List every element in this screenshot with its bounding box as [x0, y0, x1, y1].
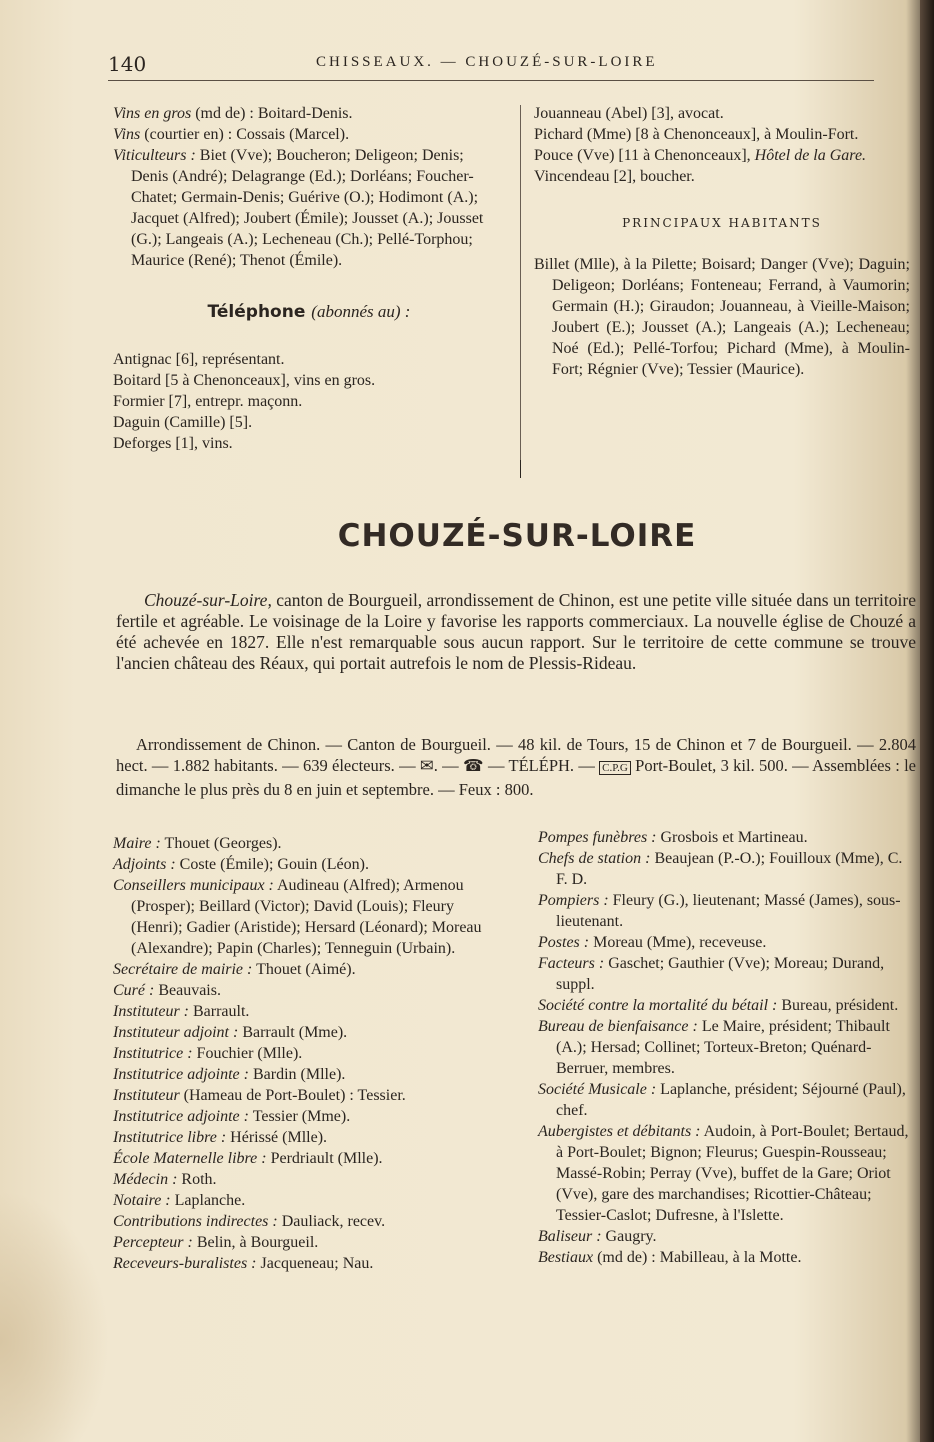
entry-text: (Hameau de Port-Boulet) : Tessier. [179, 1087, 406, 1104]
entry-label: Maire : [113, 835, 161, 852]
entry-label: Baliseur : [538, 1228, 602, 1245]
entry-label: Institutrice libre : [113, 1129, 227, 1146]
phone-entry: Antignac [6], représentant. [113, 351, 285, 368]
right-column-bottom [538, 827, 910, 1268]
entry-text: Thouet (Georges). [160, 835, 282, 852]
entry-label: Société Musicale : [538, 1081, 657, 1098]
entry-text: Bureau, président. [777, 997, 899, 1014]
entry-label: Bureau de bienfaisance : [538, 1018, 698, 1035]
entry-label: Adjoints : [113, 856, 176, 873]
town-name: Chouzé-sur-Loire, [144, 590, 272, 610]
entry-label: Facteurs : [538, 955, 605, 972]
entry-label: Institutrice adjointe : [113, 1108, 249, 1125]
directory-entry [538, 932, 910, 953]
entry-text: (md de) : Mabilleau, à la Motte. [593, 1249, 802, 1266]
entry-text: Laplanche, président; Séjourné (Paul), chef. [556, 1081, 906, 1119]
entry-label: Institutrice adjointe : [113, 1066, 249, 1083]
phone-entry: Pichard (Mme) [8 à Chenonceaux], à Moulin-Fort. [534, 126, 859, 143]
entry-label: Médecin : [113, 1171, 178, 1188]
column-divider-end [520, 460, 521, 478]
entry: Viticulteurs : Biet (Vve); Boucheron; Deligeon; Denis; Denis (André); Delagrange (Ed.); Dorléans; Foucher-Chatet; Germain-Denis; Guérive (O.); Hodimont (A.); Jacquet (Alfred); Joubert (Émile); Jousset (A.); Jousset (G.); Langeais (A.); Lecheneau (Ch.); Pellé-Torphou; Maurice (René); Thenot (Émile). [113, 147, 484, 269]
directory-entry [538, 1079, 910, 1121]
directory-entry [113, 1148, 505, 1169]
entry-text: Beaujean (P.-O.); Fouilloux (Mme), C. F. D. [556, 850, 903, 888]
directory-entry [538, 890, 910, 932]
directory-entry [538, 1247, 910, 1268]
book-spine-shadow [920, 0, 934, 1442]
directory-entry [113, 980, 505, 1001]
entry-text: Moreau (Mme), receveuse. [589, 934, 767, 951]
entry-label: Pompiers : [538, 892, 609, 909]
directory-entry [113, 1022, 505, 1043]
entry-label: Instituteur adjoint : [113, 1024, 239, 1041]
entry-text: Belin, à Bourgueil. [192, 1234, 319, 1251]
entry-text: Laplanche. [170, 1192, 246, 1209]
entry-text: Gaschet; Gauthier (Vve); Moreau; Durand, suppl. [556, 955, 885, 993]
entry-text: Thouet (Aimé). [252, 961, 356, 978]
directory-entry [113, 959, 505, 980]
entry-text: Jacqueneau; Nau. [256, 1255, 374, 1272]
entry-label: Société contre la mortalité du bétail : [538, 997, 778, 1014]
phone-entry: Jouanneau (Abel) [3], avocat. [534, 105, 724, 122]
entry-text: Bardin (Mlle). [248, 1066, 346, 1083]
directory-entry [113, 1064, 505, 1085]
phone-entry: Daguin (Camille) [5]. [113, 414, 253, 431]
phone-entry: Boitard [5 à Chenonceaux], vins en gros. [113, 372, 376, 389]
entry-label: Secrétaire de mairie : [113, 961, 253, 978]
entry-label: Institutrice : [113, 1045, 193, 1062]
paper-stain [0, 1190, 110, 1442]
entry-label: École Maternelle libre : [113, 1150, 267, 1167]
directory-entry [538, 1016, 910, 1079]
entry-text: Barrault. [189, 1003, 250, 1020]
entry-label: Bestiaux [538, 1249, 594, 1266]
cpc-box: C.P.G [599, 761, 631, 775]
entry-text: Barrault (Mme). [238, 1024, 348, 1041]
entry-label: Notaire : [113, 1192, 171, 1209]
directory-entry [113, 854, 505, 875]
directory-entry [113, 1211, 505, 1232]
left-column-top [113, 103, 505, 454]
entry-text: Beauvais. [154, 982, 221, 999]
directory-entry [113, 1190, 505, 1211]
phone-entry: Formier [7], entrepr. maçonn. [113, 393, 303, 410]
directory-entry [113, 1169, 505, 1190]
directory-entry [538, 995, 910, 1016]
page-number: 140 [108, 52, 147, 76]
entry-label: Percepteur : [113, 1234, 193, 1251]
entry-label: Instituteur : [113, 1003, 189, 1020]
intro-paragraph: Chouzé-sur-Loire, canton de Bourgueil, arrondissement de Chinon, est une petite ville située dans un territoire fertile et agréable. Le voisinage de la Loire y favorise les rapports commerciaux. La nouvelle église de Chouzé a été achevée en 1827. Elle n'est remarquable sous aucun rapport. Sur le territoire de cette commune se trouve l'ancien château des Réaux, qui portait autrefois le nom de Plessis-Rideau. [116, 590, 916, 673]
entry-text: Dauliack, recev. [277, 1213, 386, 1230]
directory-entry [538, 953, 910, 995]
entry-text: Perdriault (Mlle). [266, 1150, 383, 1167]
entry-text: Le Maire, président; Thibault (A.); Hersad; Collinet; Torteux-Breton; Quénard-Berruer, membres. [556, 1018, 890, 1077]
right-column-top [534, 103, 910, 380]
directory-entry [538, 1121, 910, 1226]
directory-entry [113, 1106, 505, 1127]
entry-text: Gaugry. [601, 1228, 657, 1245]
entry-label: Receveurs-buralistes : [113, 1255, 257, 1272]
entry-label: Curé : [113, 982, 155, 999]
entry-text: Hérissé (Mlle). [226, 1129, 328, 1146]
directory-entry [113, 1085, 505, 1106]
residents-list: Billet (Mlle), à la Pilette; Boisard; Danger (Vve); Daguin; Deligeon; Dorléans; Fonteneau; Ferrand, à Vaumorin; Germain (H.); Giraudon; Jouanneau, à Vieille-Maison; Joubert (E.); Jousset (A.); Langeais (A.); Lecheneau; Noé (Ed.); Pellé-Torfou; Pichard (Mme), à Moulin-Fort; Régnier (Vve); Tessier (Maurice). [534, 256, 910, 378]
entry-label: Postes : [538, 934, 590, 951]
directory-entry [538, 848, 910, 890]
entry: Vins en gros (md de) : Boitard-Denis. [113, 105, 353, 122]
running-title: CHISSEAUX. — CHOUZÉ-SUR-LOIRE [316, 54, 658, 70]
stats-paragraph: Arrondissement de Chinon. — Canton de Bourgueil. — 48 kil. de Tours, 15 de Chinon et 7 de Bourgueil. — 2.804 hect. — 1.882 habitants. — 639 électeurs. — ✉. — ☎ — TÉLÉPH. — C.P.G Port-Boulet, 3 kil. 500. — Assemblées : le dimanche le plus près du 8 en juin et septembre. — Feux : 800. [116, 735, 916, 799]
directory-entry [113, 1043, 505, 1064]
column-divider [520, 105, 521, 465]
directory-entry [113, 1001, 505, 1022]
section-title: CHOUZÉ-SUR-LOIRE [337, 518, 697, 554]
directory-entry [538, 1226, 910, 1247]
phone-entry: Deforges [1], vins. [113, 435, 233, 452]
entry-label: Chefs de station : [538, 850, 651, 867]
directory-entry [113, 833, 505, 854]
phone-heading: Téléphone (abonnés au) : [207, 302, 411, 322]
left-column-bottom [113, 833, 505, 1274]
entry-text: Tessier (Mme). [248, 1108, 351, 1125]
directory-entry [113, 1232, 505, 1253]
entry-label: Aubergistes et débitants : [538, 1123, 701, 1140]
entry-text: Fleury (G.), lieutenant; Massé (James), sous-lieutenant. [556, 892, 901, 930]
entry-label: Conseillers municipaux : [113, 877, 274, 894]
running-header [108, 50, 874, 81]
entry: Vins (courtier en) : Cossais (Marcel). [113, 126, 350, 143]
phone-entry: Pouce (Vve) [11 à Chenonceaux], Hôtel de la Gare. [534, 147, 867, 164]
entry-text: Coste (Émile); Gouin (Léon). [175, 856, 369, 873]
entry-label: Pompes funèbres : [538, 829, 657, 846]
entry-text: Audoin, à Port-Boulet; Bertaud, à Port-Boulet; Bignon; Fleurus; Guespin-Rousseau; Massé-Robin; Perray (Vve), buffet de la Gare; Oriot (Vve), gare des marchandises; Ricottier-Château; Tessier-Caslot; Dufresne, à l'Islette. [556, 1123, 909, 1224]
directory-entry [113, 875, 505, 959]
entry-text: Audineau (Alfred); Armenou (Prosper); Beillard (Victor); David (Louis); Fleury (Henri); Gadier (Aristide); Hersard (Léonard); Moreau (Alexandre); Papin (Charles); Tenneguin (Urbain). [131, 877, 482, 957]
directory-entry [113, 1127, 505, 1148]
phone-entry: Vincendeau [2], boucher. [534, 168, 695, 185]
entry-text: Grosbois et Martineau. [656, 829, 808, 846]
residents-heading: PRINCIPAUX HABITANTS [622, 216, 822, 230]
entry-label: Instituteur [113, 1087, 180, 1104]
entry-text: Roth. [177, 1171, 217, 1188]
entry-text: Fouchier (Mlle). [192, 1045, 303, 1062]
directory-entry [538, 827, 910, 848]
directory-entry [113, 1253, 505, 1274]
entry-label: Contributions indirectes : [113, 1213, 278, 1230]
